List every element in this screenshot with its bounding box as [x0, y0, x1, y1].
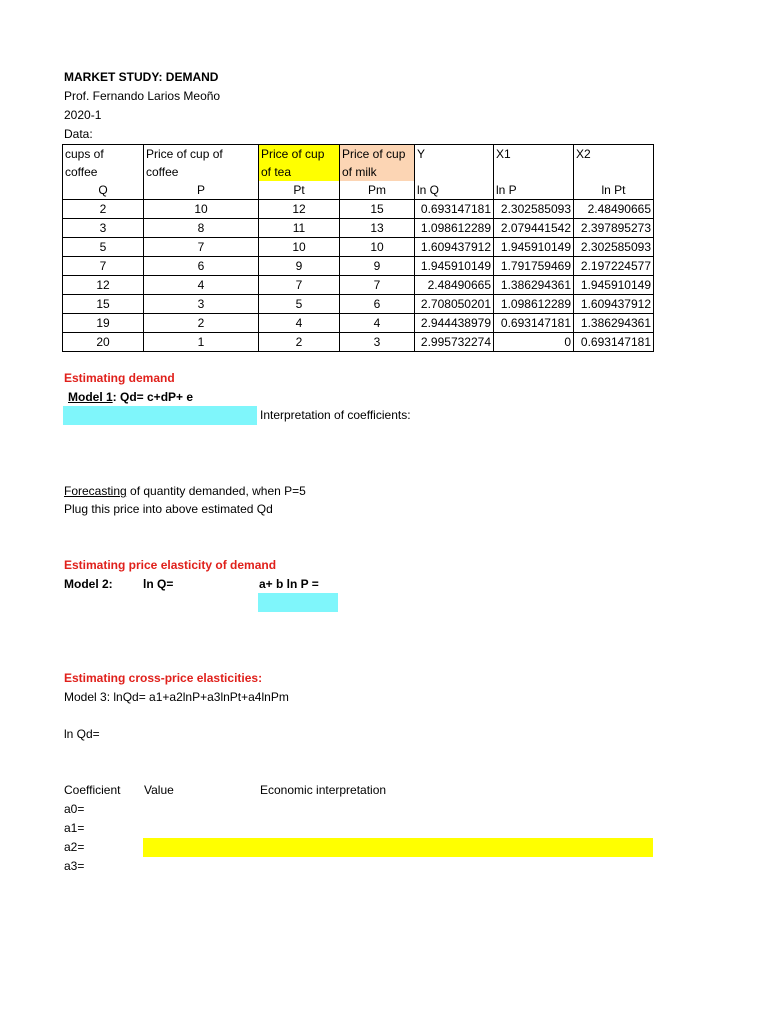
table-cell[interactable]: 2.995732274	[415, 333, 494, 352]
table-cell[interactable]: 20	[63, 333, 144, 352]
highlight-row-a2[interactable]	[143, 838, 653, 857]
heading-estimating-demand: Estimating demand	[64, 371, 175, 385]
table-cell[interactable]: 10	[259, 238, 340, 257]
table-row	[63, 238, 654, 257]
table-cell[interactable]: 4	[144, 276, 259, 295]
table-row	[63, 200, 654, 219]
data-label: Data:	[64, 127, 93, 141]
table-cell[interactable]: 1.609437912	[415, 238, 494, 257]
table-cell[interactable]: 4	[340, 314, 415, 333]
table-row	[63, 314, 654, 333]
table-symbol-row	[63, 181, 654, 200]
model-3-equation: Model 3: lnQd= a1+a2lnP+a3lnPt+a4lnPm	[64, 690, 289, 704]
symbol-cell: Q	[63, 181, 144, 200]
data-table	[62, 144, 654, 352]
table-cell[interactable]: 2.944438979	[415, 314, 494, 333]
table-cell[interactable]: 6	[340, 295, 415, 314]
forecast-label: Forecasting	[64, 484, 127, 498]
header-cell-milk: Price of cup of milk	[340, 145, 415, 182]
table-row	[63, 219, 654, 238]
value-col-header: Value	[144, 783, 174, 797]
model-1-equation: : Qd= c+dP+ e	[112, 390, 194, 404]
header-cell: X2	[574, 145, 654, 182]
answer-box-model-1[interactable]	[63, 406, 257, 425]
table-cell[interactable]: 2	[259, 333, 340, 352]
ln-qd-label: ln Qd=	[64, 727, 100, 741]
page-title: MARKET STUDY: DEMAND	[64, 70, 219, 84]
forecast-text: of quantity demanded, when P=5	[126, 484, 306, 498]
heading-cross-price: Estimating cross-price elasticities:	[64, 671, 263, 685]
table-cell[interactable]: 0.693147181	[494, 314, 574, 333]
table-cell[interactable]: 2.197224577	[574, 257, 654, 276]
table-cell[interactable]: 3	[144, 295, 259, 314]
table-cell[interactable]: 12	[259, 200, 340, 219]
table-cell[interactable]: 0.693147181	[574, 333, 654, 352]
forecast-line	[64, 482, 306, 501]
table-cell[interactable]: 2	[144, 314, 259, 333]
table-cell[interactable]: 19	[63, 314, 144, 333]
model-1-label: Model 1	[68, 390, 113, 404]
coef-a2: a2=	[64, 840, 85, 854]
table-cell[interactable]: 13	[340, 219, 415, 238]
table-cell[interactable]: 2.302585093	[574, 238, 654, 257]
table-cell[interactable]: 1.098612289	[415, 219, 494, 238]
table-cell[interactable]: 2.48490665	[415, 276, 494, 295]
table-cell[interactable]: 7	[259, 276, 340, 295]
symbol-cell: Pm	[340, 181, 415, 200]
interpretation-label: Interpretation of coefficients:	[260, 408, 411, 422]
model-2-label: Model 2:	[64, 577, 113, 591]
table-cell[interactable]: 9	[340, 257, 415, 276]
symbol-cell: Pt	[259, 181, 340, 200]
header-cell: Y	[415, 145, 494, 182]
coef-a0: a0=	[64, 802, 85, 816]
table-cell[interactable]: 1	[144, 333, 259, 352]
model-1	[68, 388, 193, 407]
table-header-row	[63, 145, 654, 182]
table-cell[interactable]: 0.693147181	[415, 200, 494, 219]
symbol-cell: P	[144, 181, 259, 200]
table-row	[63, 295, 654, 314]
header-cell: Price of cup of coffee	[144, 145, 259, 182]
symbol-cell: ln P	[494, 181, 574, 200]
coef-col-header: Coefficient	[64, 783, 121, 797]
table-cell[interactable]: 1.386294361	[574, 314, 654, 333]
professor-name: Prof. Fernando Larios Meoño	[64, 89, 221, 103]
table-cell[interactable]: 2.397895273	[574, 219, 654, 238]
table-cell[interactable]: 2.079441542	[494, 219, 574, 238]
table-cell[interactable]: 1.945910149	[494, 238, 574, 257]
model-2-lhs: ln Q=	[143, 577, 174, 591]
interpretation-col-header: Economic interpretation	[260, 783, 387, 797]
table-cell[interactable]: 6	[144, 257, 259, 276]
table-cell[interactable]: 1.098612289	[494, 295, 574, 314]
forecast-instruction: Plug this price into above estimated Qd	[64, 502, 273, 516]
table-cell[interactable]: 1.945910149	[415, 257, 494, 276]
table-cell[interactable]: 11	[259, 219, 340, 238]
table-cell[interactable]: 1.609437912	[574, 295, 654, 314]
model-2-rhs: a+ b ln P =	[259, 577, 319, 591]
table-cell[interactable]: 5	[259, 295, 340, 314]
symbol-cell: ln Pt	[574, 181, 654, 200]
table-cell[interactable]: 15	[63, 295, 144, 314]
table-cell[interactable]: 1.791759469	[494, 257, 574, 276]
table-cell[interactable]: 7	[63, 257, 144, 276]
term: 2020-1	[64, 108, 102, 122]
table-row	[63, 333, 654, 352]
table-row	[63, 257, 654, 276]
table-cell[interactable]: 15	[340, 200, 415, 219]
table-cell[interactable]: 7	[340, 276, 415, 295]
table-cell[interactable]: 9	[259, 257, 340, 276]
header-cell: X1	[494, 145, 574, 182]
header-cell-tea: Price of cup of tea	[259, 145, 340, 182]
table-cell[interactable]: 12	[63, 276, 144, 295]
table-cell[interactable]: 2.48490665	[574, 200, 654, 219]
table-cell[interactable]: 4	[259, 314, 340, 333]
table-cell[interactable]: 2	[63, 200, 144, 219]
answer-box-model-2[interactable]	[258, 593, 338, 612]
table-cell[interactable]: 3	[340, 333, 415, 352]
symbol-cell: ln Q	[415, 181, 494, 200]
table-cell[interactable]: 1.386294361	[494, 276, 574, 295]
table-cell[interactable]: 10	[144, 200, 259, 219]
table-cell[interactable]: 0	[494, 333, 574, 352]
coef-a1: a1=	[64, 821, 85, 835]
table-cell[interactable]: 8	[144, 219, 259, 238]
table-cell[interactable]: 2.708050201	[415, 295, 494, 314]
heading-price-elasticity: Estimating price elasticity of demand	[64, 558, 277, 572]
table-cell[interactable]: 7	[144, 238, 259, 257]
table-cell[interactable]: 5	[63, 238, 144, 257]
table-cell[interactable]: 3	[63, 219, 144, 238]
header-cell: cups of coffee	[63, 145, 144, 182]
table-cell[interactable]: 1.945910149	[574, 276, 654, 295]
table-row	[63, 276, 654, 295]
coef-a3: a3=	[64, 859, 85, 873]
table-cell[interactable]: 2.302585093	[494, 200, 574, 219]
table-cell[interactable]: 10	[340, 238, 415, 257]
